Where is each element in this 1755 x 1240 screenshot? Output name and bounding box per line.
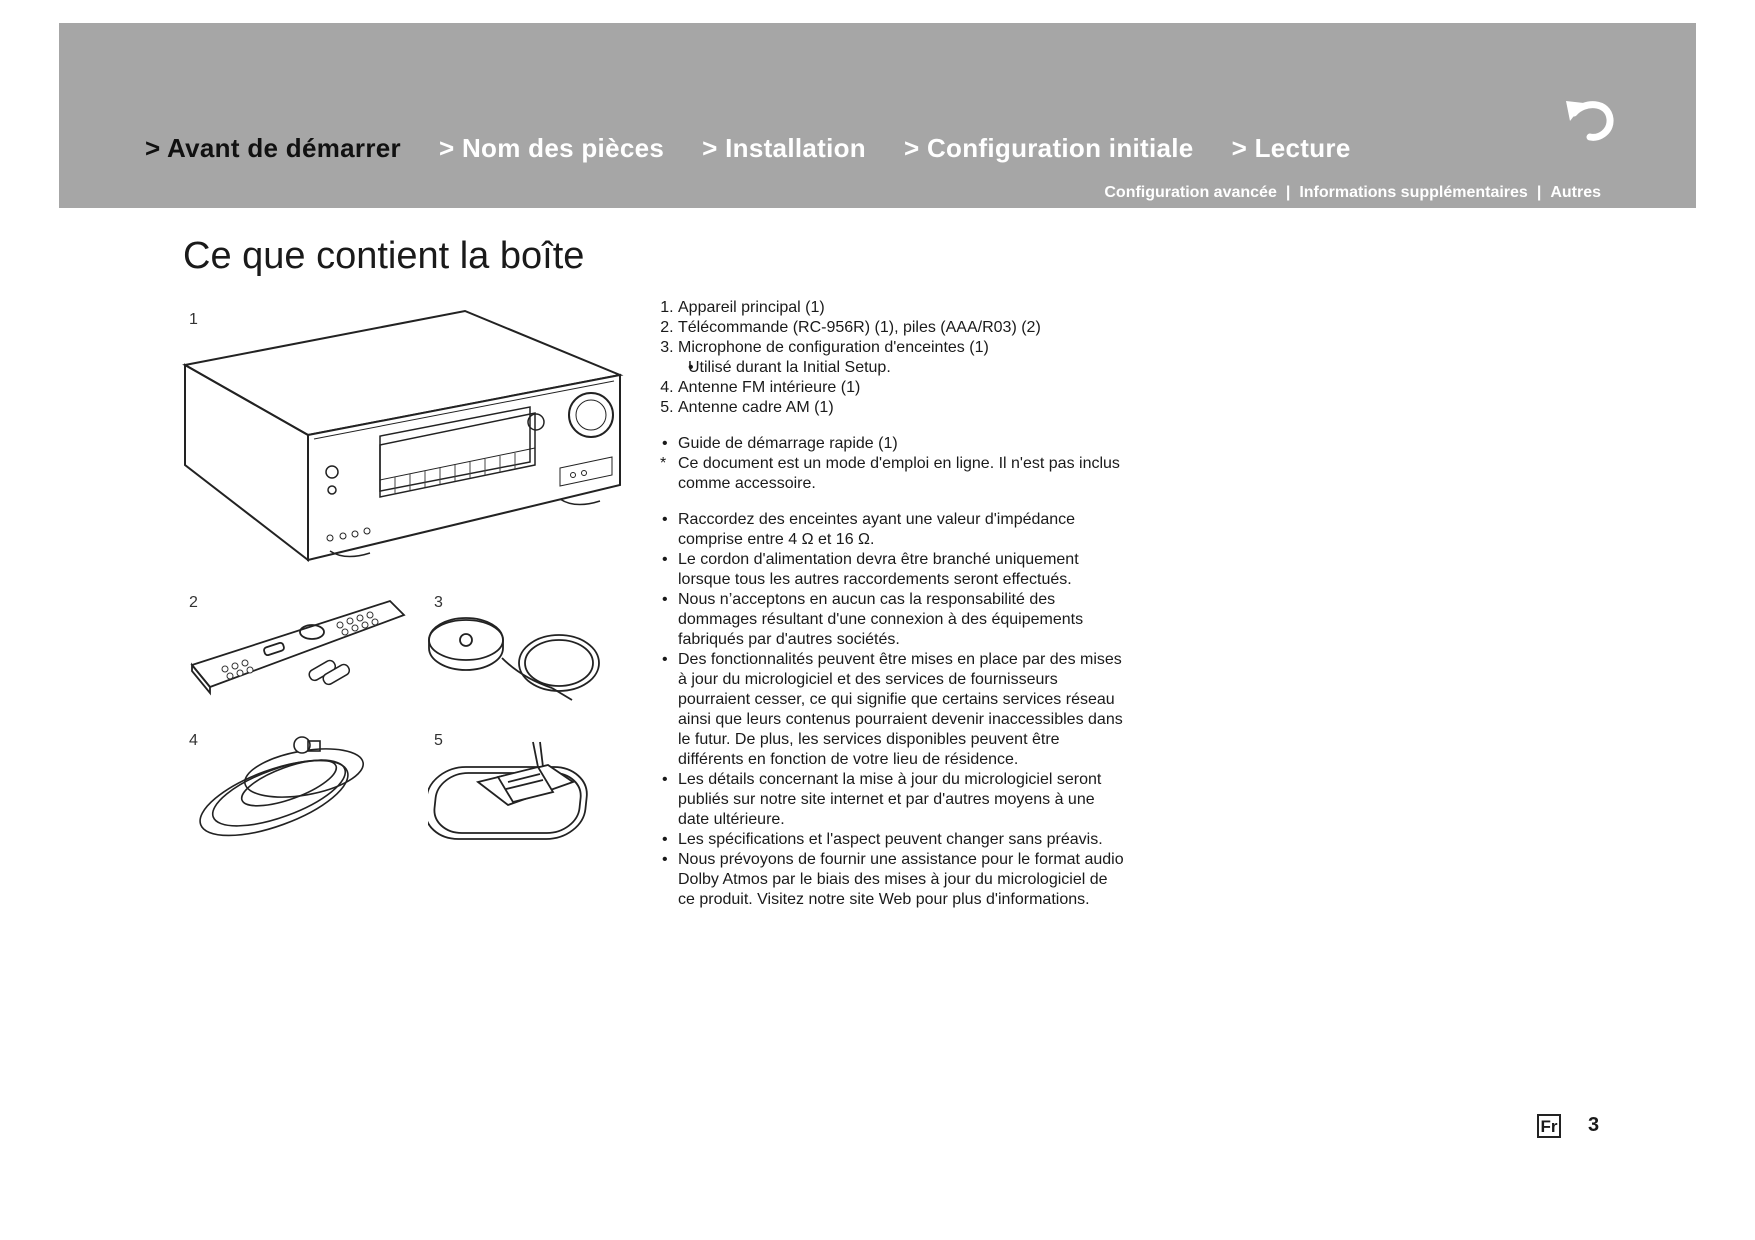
tab-lecture[interactable]: > Lecture xyxy=(1231,133,1351,163)
sub-bullet-item: • Utilisé durant la Initial Setup. xyxy=(688,358,1124,378)
secondary-nav xyxy=(1104,184,1601,202)
tab-configuration-initiale[interactable]: > Configuration initiale xyxy=(903,133,1194,163)
figure-label-5: 5 xyxy=(434,732,443,749)
list-item-label: Microphone de configuration d'enceintes (1) xyxy=(678,339,989,356)
precaution-item: • Les détails concernant la mise à jour du micrologiciel seront publiés sur notre site internet et par d'autres moyens à une date ultérieure. xyxy=(654,770,1124,830)
remote-control-illustration xyxy=(190,597,410,697)
figure-label-4: 4 xyxy=(189,732,198,749)
setup-microphone-illustration xyxy=(424,608,604,708)
link-configuration-avancee[interactable]: Configuration avancée xyxy=(1104,184,1277,201)
contents-list xyxy=(654,298,1124,418)
list-item: 2. Télécommande (RC-956R) (1), piles (AAA/R03) (2) xyxy=(678,318,1124,338)
precaution-item: • Raccordez des enceintes ayant une valeur d'impédance comprise entre 4 Ω et 16 Ω. xyxy=(654,510,1124,550)
av-receiver-illustration xyxy=(180,305,625,565)
list-item xyxy=(678,338,1124,378)
precaution-item: • Le cordon d'alimentation devra être branché uniquement lorsque tous les autres raccordements seront effectués. xyxy=(654,550,1124,590)
figure-label-1: 1 xyxy=(189,311,198,328)
header-bar xyxy=(59,23,1696,208)
note-text: Ce document est un mode d'emploi en ligne. Il n'est pas inclus comme accessoire. xyxy=(678,455,1120,492)
am-loop-antenna-illustration xyxy=(428,737,603,847)
online-manual-note xyxy=(654,454,1124,494)
tab-installation[interactable]: > Installation xyxy=(702,133,866,163)
separator: | xyxy=(1536,184,1542,201)
precaution-item: • Nous prévoyons de fournir une assistance pour le format audio Dolby Atmos par le biais des mises à jour du micrologiciel de ce produit. Visitez notre site Web pour plus d'informations. xyxy=(654,850,1124,910)
precaution-item: • Des fonctionnalités peuvent être mises en place par des mises à jour du micrologiciel et des services de fournisseurs pourraient cesser, ce qui signifie que certains services réseau ainsi que leurs contenus pourraient devenir inaccessibles dans le futur. De plus, les services disponibles peuvent être différents en fonction de votre lieu de résidence. xyxy=(654,650,1124,770)
list-item: 5. Antenne cadre AM (1) xyxy=(678,398,1124,418)
link-autres[interactable]: Autres xyxy=(1550,184,1601,201)
page-number: 3 xyxy=(1588,1114,1600,1136)
guide-list xyxy=(654,434,1124,454)
figure-label-3: 3 xyxy=(434,594,443,611)
guide-item: • Guide de démarrage rapide (1) xyxy=(654,434,1124,454)
tab-avant-de-demarrer[interactable]: > Avant de démarrer xyxy=(145,133,401,163)
separator: | xyxy=(1285,184,1291,201)
page-title: Ce que contient la boîte xyxy=(183,235,585,277)
contents-text xyxy=(654,298,1124,910)
figure-label-2: 2 xyxy=(189,594,198,611)
list-item: 1. Appareil principal (1) xyxy=(678,298,1124,318)
return-arrow-icon[interactable] xyxy=(1564,95,1618,143)
precaution-item: • Nous n’acceptons en aucun cas la responsabilité des dommages résultant d'une connexion à des équipements fabriqués par d'autres sociétés. xyxy=(654,590,1124,650)
note-marker: * xyxy=(660,455,667,472)
tab-nom-des-pieces[interactable]: > Nom des pièces xyxy=(438,133,665,163)
fm-antenna-illustration xyxy=(194,733,379,843)
main-nav xyxy=(145,133,1351,164)
list-item: 4. Antenne FM intérieure (1) xyxy=(678,378,1124,398)
precautions-list xyxy=(654,510,1124,910)
precaution-item: • Les spécifications et l'aspect peuvent changer sans préavis. xyxy=(654,830,1124,850)
link-informations-supplementaires[interactable]: Informations supplémentaires xyxy=(1299,184,1528,201)
language-badge: Fr xyxy=(1537,1114,1561,1138)
